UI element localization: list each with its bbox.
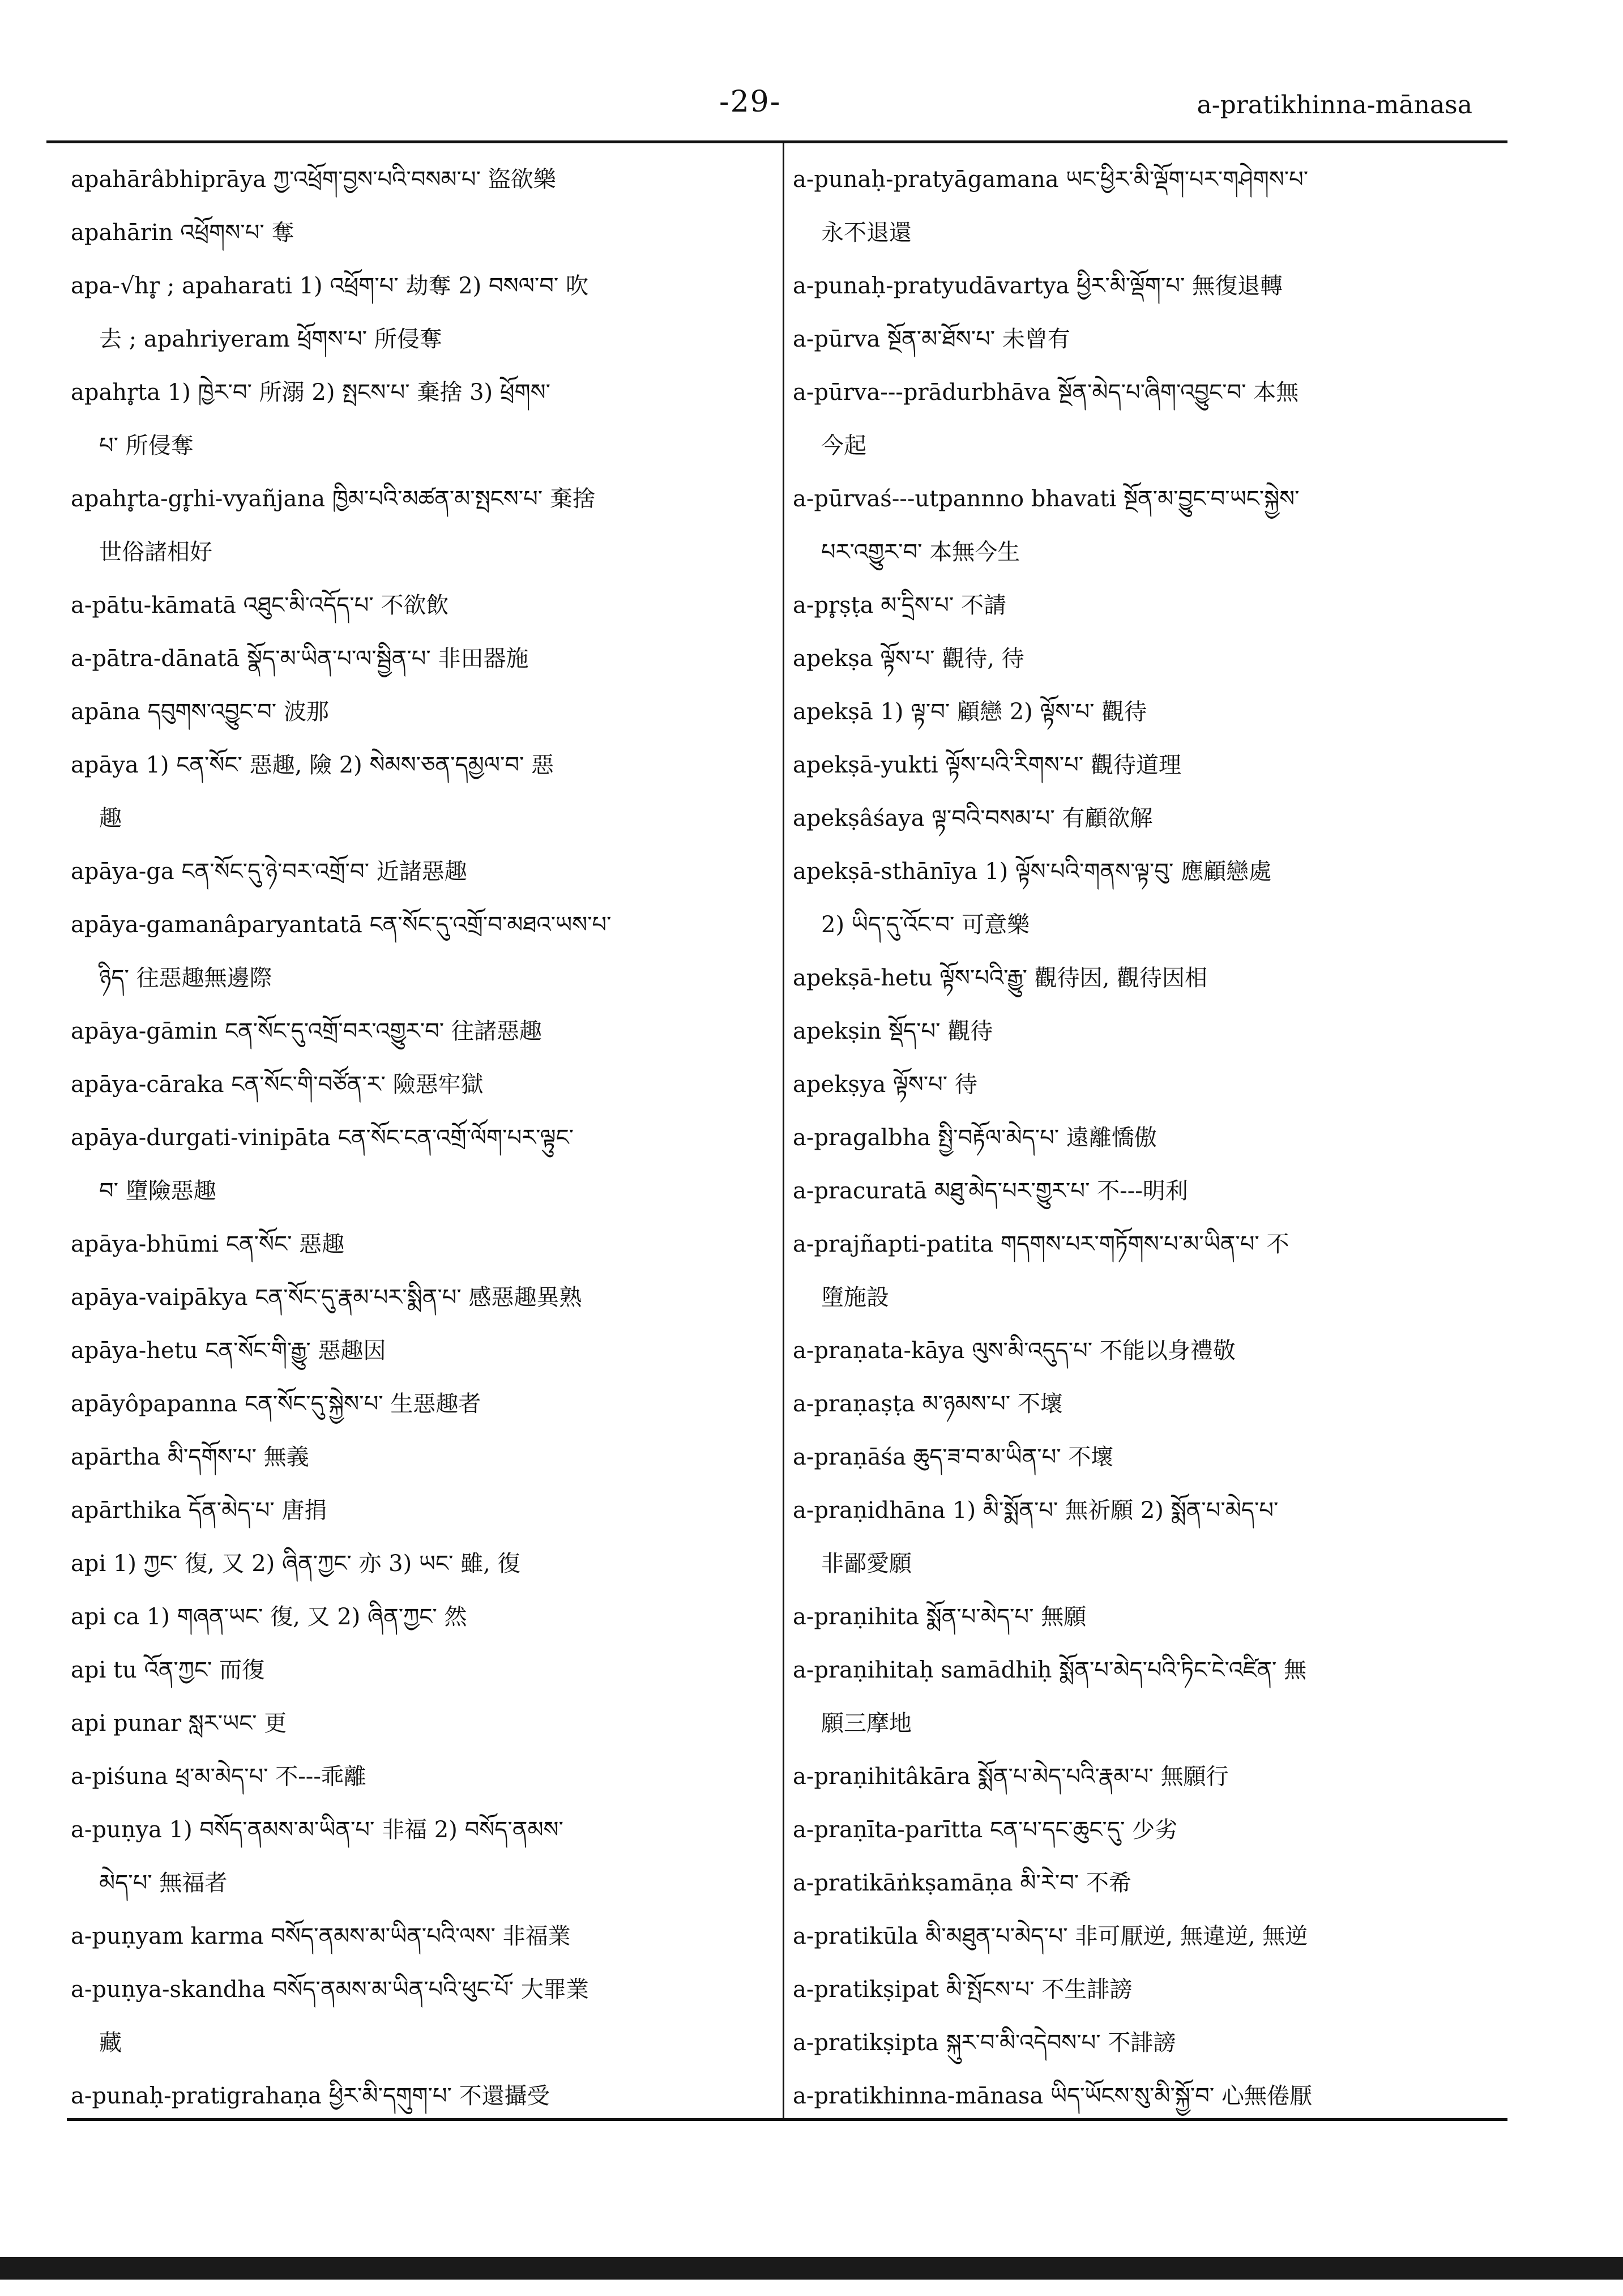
left-column — [71, 153, 790, 2123]
entry-text: a-punaḥ-pratyudāvartya ཕྱིར་མི་ལྡོག་པ་ 無復退轉 — [793, 273, 1283, 299]
dictionary-entry — [793, 1218, 1512, 1324]
dictionary-entry — [71, 1324, 790, 1377]
entry-text: apa-√hr̥ ; apaharati 1) འཕྲོག་པ་ 劫奪 2) བསལ་བ་ 吹 — [71, 273, 588, 299]
dictionary-entry — [793, 1005, 1512, 1058]
dictionary-entry — [793, 632, 1512, 685]
entry-continuation: 藏 — [99, 2030, 122, 2056]
top-rule — [46, 140, 1507, 143]
entry-continuation: 非鄙愛願 — [821, 1551, 912, 1577]
entry-text: a-pratikūla མི་མཐུན་པ་མེད་པ་ 非可厭逆, 無違逆, 無逆 — [793, 1923, 1308, 1949]
dictionary-entry — [793, 2069, 1512, 2123]
dictionary-entry — [793, 1484, 1512, 1590]
entry-text: a-praṇata-kāya ལུས་མི་འདུད་པ་ 不能以身禮敬 — [793, 1338, 1236, 1364]
entry-text: a-puṇya 1) བསོད་ནམས་མ་ཡིན་པ་ 非福 2) བསོད་ནམས་ — [71, 1817, 563, 1843]
dictionary-entry — [793, 1910, 1512, 1963]
page-number: -29- — [719, 85, 781, 119]
entry-text: a-prajñapti-patita གདགས་པར་གཏོགས་པ་མ་ཡིན་པ་ 不 — [793, 1231, 1289, 1257]
entry-continuation: 去 ; apahriyeram ཕྲོགས་པ་ 所侵奪 — [99, 326, 442, 352]
entry-text: a-pātu-kāmatā འཐུང་མི་འདོད་པ་ 不欲飲 — [71, 592, 449, 618]
entry-text: apekṣā 1) ལྟ་བ་ 顧戀 2) ལྟོས་པ་ 觀待 — [793, 699, 1147, 725]
dictionary-entry — [71, 259, 790, 366]
dictionary-entry — [71, 1111, 790, 1218]
entry-text: a-pratikṣipat མི་སྤོངས་པ་ 不生誹謗 — [793, 1977, 1133, 2003]
entry-continuation: ཉིད་ 往惡趣無邊際 — [99, 965, 272, 991]
dictionary-entry — [71, 1644, 790, 1697]
entry-text: a-praṇihita སྨོན་པ་མེད་པ་ 無願 — [793, 1604, 1087, 1630]
entry-text: apekṣā-yukti ལྟོས་པའི་རིགས་པ་ 觀待道理 — [793, 752, 1181, 778]
dictionary-entry — [71, 1377, 790, 1431]
entry-continuation: 願三摩地 — [821, 1710, 912, 1736]
entry-text: apekṣin སྡོད་པ་ 觀待 — [793, 1018, 993, 1044]
entry-text: apekṣa ལྟོས་པ་ 觀待, 待 — [793, 646, 1024, 672]
entry-text: apāya-bhūmi ངན་སོང་ 惡趣 — [71, 1231, 345, 1257]
entry-text: a-pratikṣipta སྐུར་བ་མི་འདེབས་པ་ 不誹謗 — [793, 2030, 1176, 2056]
entry-text: apārtha མི་དགོས་པ་ 無義 — [71, 1444, 309, 1470]
dictionary-entry — [793, 366, 1512, 472]
entry-text: a-pūrva སྔོན་མ་ཐོས་པ་ 未曾有 — [793, 326, 1070, 352]
entry-continuation: མེད་པ་ 無福者 — [99, 1870, 228, 1896]
entry-text: apekṣâśaya ལྟ་བའི་བསམ་པ་ 有顧欲解 — [793, 805, 1153, 831]
entry-text: a-punaḥ-pratigrahaṇa ཕྱིར་མི་དགུག་པ་ 不還攝受 — [71, 2083, 550, 2109]
dictionary-entry — [71, 366, 790, 472]
dictionary-entry — [71, 1697, 790, 1750]
entry-text: apāya-hetu ངན་སོང་གི་རྒྱུ་ 惡趣因 — [71, 1338, 386, 1364]
entry-text: apāya-ga ངན་སོང་དུ་ཉེ་བར་འགྲོ་བ་ 近諸惡趣 — [71, 859, 467, 885]
entry-text: api tu འོན་ཀྱང་ 而復 — [71, 1657, 265, 1683]
entry-text: a-pratikāṅkṣamāṇa མི་རེ་བ་ 不希 — [793, 1870, 1131, 1896]
entry-text: a-praṇihitâkāra སྨོན་པ་མེད་པའི་རྣམ་པ་ 無願行 — [793, 1764, 1229, 1790]
entry-text: apahārâbhiprāya ཀྱ་འཕྲོག་བྱས་པའི་བསམ་པ་ 盜欲樂 — [71, 167, 556, 193]
entry-continuation: པ་ 所侵奪 — [99, 433, 194, 459]
dictionary-entry — [793, 1431, 1512, 1484]
entry-text: apāya-gamanâparyantatā ངན་སོང་དུ་འགྲོ་བ་མཐའ་ཡས་པ་ — [71, 912, 612, 938]
entry-text: apahr̥ta-gr̥hi-vyañjana ཁྱིམ་པའི་མཚན་མ་སྤངས་པ་ 棄捨 — [71, 486, 595, 512]
entry-text: api ca 1) གཞན་ཡང་ 復, 又 2) ཞིན་ཀྱང་ 然 — [71, 1604, 467, 1630]
entry-text: apāya-gāmin ངན་སོང་དུ་འགྲོ་བར་འགྱུར་བ་ 往諸惡趣 — [71, 1018, 542, 1044]
dictionary-entry — [71, 1484, 790, 1537]
dictionary-entry — [71, 2069, 790, 2123]
dictionary-entry — [793, 1644, 1512, 1750]
dictionary-entry — [793, 951, 1512, 1005]
dictionary-entry — [793, 1164, 1512, 1218]
dictionary-entry — [71, 1910, 790, 1963]
dictionary-entry — [71, 1005, 790, 1058]
dictionary-entry — [71, 1590, 790, 1644]
entry-text: apāna དབུགས་འབྱུང་བ་ 波那 — [71, 699, 329, 725]
entry-text: a-pūrvaś---utpannno bhavati སྔོན་མ་བྱུང་བ་ཡང་སྐྱེས་ — [793, 486, 1300, 512]
dictionary-entry — [793, 792, 1512, 845]
entry-text: a-praṇaṣṭa མ་ཉམས་པ་ 不壞 — [793, 1391, 1063, 1417]
dictionary-entry — [71, 632, 790, 685]
entry-text: a-pratikhinna-mānasa ཡིད་ཡོངས་སུ་མི་སྐྱོ་བ་ 心無倦厭 — [793, 2083, 1313, 2109]
dictionary-entry — [793, 313, 1512, 366]
entry-text: a-praṇīta-parītta ངན་པ་དང་ཆུང་དུ་ 少劣 — [793, 1817, 1178, 1843]
dictionary-entry — [71, 472, 790, 579]
dictionary-entry — [71, 1058, 790, 1111]
entry-text: apahārin འཕྲོགས་པ་ 奪 — [71, 220, 294, 246]
dictionary-entry — [71, 206, 790, 259]
entry-text: apāya-cāraka ངན་སོང་གི་བཙོན་ར་ 險惡牢獄 — [71, 1072, 484, 1098]
entry-text: a-praṇihitaḥ samādhiḥ སྨོན་པ་མེད་པའི་ཏིང་ངེ་འཛིན་ 無 — [793, 1657, 1307, 1683]
dictionary-entry — [793, 1058, 1512, 1111]
entry-text: a-puṇya-skandha བསོད་ནམས་མ་ཡིན་པའི་ཕུང་པོ་ 大罪業 — [71, 1977, 589, 2003]
entry-text: apekṣya ལྟོས་པ་ 待 — [793, 1072, 977, 1098]
dictionary-entry — [793, 1857, 1512, 1910]
dictionary-entry — [793, 579, 1512, 632]
entry-text: a-punaḥ-pratyāgamana ཡང་ཕྱིར་མི་ལྡོག་པར་གཤེགས་པ་ — [793, 167, 1309, 193]
entry-continuation: 趣 — [99, 805, 122, 831]
entry-text: a-pr̥ṣṭa མ་དྲིས་པ་ 不請 — [793, 592, 1007, 618]
entry-text: api punar སླར་ཡང་ 更 — [71, 1710, 287, 1736]
dictionary-entry — [793, 1324, 1512, 1377]
dictionary-entry — [71, 579, 790, 632]
entry-text: a-puṇyam karma བསོད་ནམས་མ་ཡིན་པའི་ལས་ 非福業 — [71, 1923, 571, 1949]
dictionary-entry — [793, 153, 1512, 259]
entry-continuation: 2) ཡིད་དུ་འོང་བ་ 可意樂 — [821, 912, 1030, 938]
entry-continuation: 今起 — [821, 433, 866, 459]
entry-text: apārthika དོན་མེད་པ་ 唐捐 — [71, 1497, 327, 1523]
entry-text: apekṣā-hetu ལྟོས་པའི་རྒྱུ་ 觀待因, 觀待因相 — [793, 965, 1208, 991]
entry-text: a-pragalbha སྤྱི་བརྟོལ་མེད་པ་ 遠離憍傲 — [793, 1125, 1157, 1151]
dictionary-entry — [793, 1750, 1512, 1803]
entry-text: a-piśuna ཕྲ་མ་མེད་པ་ 不---乖離 — [71, 1764, 366, 1790]
dictionary-entry — [793, 1803, 1512, 1857]
entry-text: api 1) ཀྱང་ 復, 又 2) ཞིན་ཀྱང་ 亦 3) ཡང་ 雖, 復 — [71, 1551, 520, 1577]
dictionary-entry — [793, 1377, 1512, 1431]
dictionary-entry — [71, 1803, 790, 1910]
entry-text: apāyôpapanna ངན་སོང་དུ་སྐྱེས་པ་ 生惡趣者 — [71, 1391, 481, 1417]
entry-text: apāya-durgati-vinipāta ངན་སོང་ངན་འགྲོ་ལོག་པར་ལྟུང་ — [71, 1125, 574, 1151]
entry-text: a-pūrva---prādurbhāva སྔོན་མེད་པ་ཞིག་འབྱུང་བ་ 本無 — [793, 379, 1299, 406]
dictionary-entry — [793, 2016, 1512, 2069]
dictionary-entry — [793, 685, 1512, 739]
dictionary-entry — [793, 739, 1512, 792]
dictionary-entry — [793, 472, 1512, 579]
entry-continuation: པར་འགྱུར་བ་ 本無今生 — [821, 539, 1020, 565]
dictionary-entry — [71, 1271, 790, 1324]
entry-text: a-pātra-dānatā སྣོད་མ་ཡིན་པ་ལ་སྦྱིན་པ་ 非田器施 — [71, 646, 529, 672]
entry-text: apāya 1) ངན་སོང་ 惡趣, 險 2) སེམས་ཅན་དམྱལ་བ་ 惡 — [71, 752, 554, 778]
dictionary-entry — [793, 1111, 1512, 1164]
dictionary-entry — [71, 898, 790, 1005]
entry-text: a-praṇāśa ཆུད་ཟ་བ་མ་ཡིན་པ་ 不壞 — [793, 1444, 1114, 1470]
entry-text: a-pracuratā མཐུ་མེད་པར་གྱུར་པ་ 不---明利 — [793, 1178, 1188, 1204]
running-head: a-pratikhinna-mānasa — [1197, 91, 1472, 120]
dictionary-entry — [71, 1218, 790, 1271]
entry-continuation: བ་ 墮險惡趣 — [99, 1178, 216, 1204]
scan-edge-bar — [0, 2257, 1623, 2280]
dictionary-entry — [71, 1963, 790, 2069]
entry-text: a-praṇidhāna 1) མི་སྨོན་པ་ 無祈願 2) སྨོན་པ་མེད་པ་ — [793, 1497, 1279, 1523]
dictionary-entry — [793, 845, 1512, 951]
entry-text: apekṣā-sthānīya 1) ལྟོས་པའི་གནས་ལྟ་བུ་ 應顧戀處 — [793, 859, 1272, 885]
dictionary-entry — [793, 1590, 1512, 1644]
entry-text: apāya-vaipākya ངན་སོང་དུ་རྣམ་པར་སྨིན་པ་ 感惡趣異熟 — [71, 1284, 582, 1311]
dictionary-entry — [793, 259, 1512, 313]
dictionary-entry — [71, 685, 790, 739]
right-column — [793, 153, 1512, 2123]
dictionary-entry — [71, 845, 790, 898]
dictionary-entry — [71, 1431, 790, 1484]
entry-text: apahr̥ta 1) ཁྱེར་བ་ 所溺 2) སྤངས་པ་ 棄捨 3) ཕྲོགས་ — [71, 379, 551, 406]
dictionary-entry — [71, 739, 790, 845]
dictionary-entry — [71, 1537, 790, 1590]
dictionary-entry — [71, 1750, 790, 1803]
entry-continuation: 墮施設 — [821, 1284, 889, 1311]
dictionary-entry — [793, 1963, 1512, 2016]
entry-continuation: 世俗諸相好 — [99, 539, 212, 565]
entry-continuation: 永不退還 — [821, 220, 912, 246]
dictionary-entry — [71, 153, 790, 206]
